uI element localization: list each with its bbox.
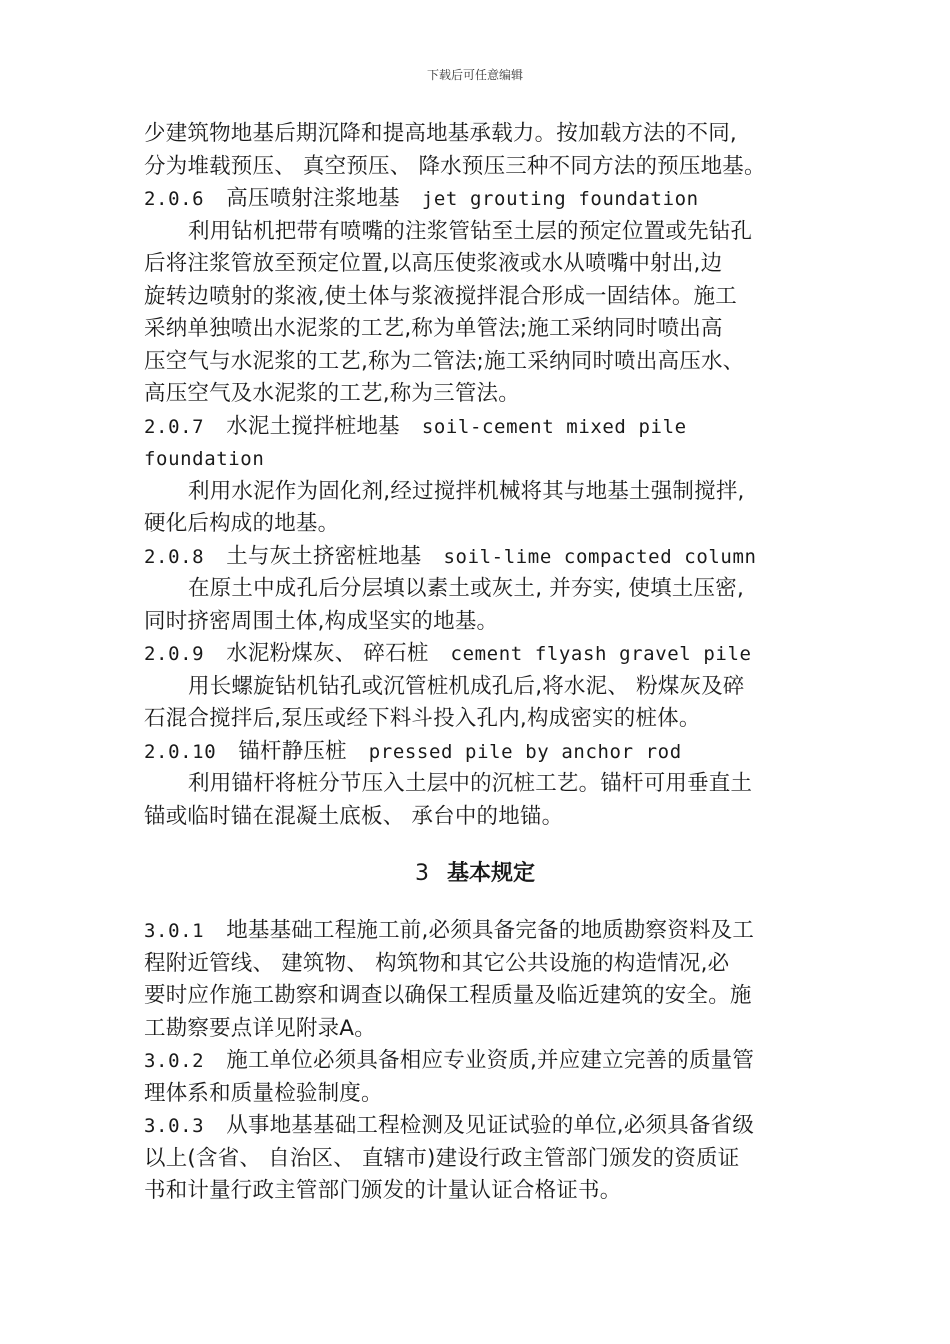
term-heading-2-0-8 xyxy=(144,541,814,574)
text-line: 高压空气及水泥浆的工艺,称为三管法。 xyxy=(144,381,520,406)
clause-3-0-3-first-line xyxy=(144,1110,814,1143)
clause-number: 3.0.3 xyxy=(144,1115,205,1137)
text-line: 少建筑物地基后期沉降和提高地基承载力。按加载方法的不同, xyxy=(144,121,737,146)
term-chinese: 土与灰土挤密桩地基 xyxy=(226,543,422,569)
term-chinese: 水泥粉煤灰、 碎石桩 xyxy=(226,641,429,666)
text-line: 旋转边喷射的浆液,使土体与浆液搅拌混合形成一固结体。施工 xyxy=(144,283,737,309)
text-line: 利用水泥作为固化剂,经过搅拌机械将其与地基土强制搅拌, xyxy=(188,478,745,504)
term-english: soil-cement mixed pile xyxy=(421,415,687,438)
term-chinese: 锚杆静压桩 xyxy=(238,738,347,764)
text-line: 利用锚杆将桩分节压入土层中的沉桩工艺。锚杆可用垂直土 xyxy=(188,771,753,796)
text-line: 地基基础工程施工前,必须具备完备的地质勘察资料及工 xyxy=(226,918,755,943)
term-number: 2.0.6 xyxy=(144,188,205,210)
document-body xyxy=(144,118,814,1208)
text-line: 分为堆载预压、 真空预压、 降水预压三种不同方法的预压地基。 xyxy=(144,153,766,179)
text-line: 以上(含省、 自治区、 直辖市)建设行政主管部门颁发的资质证 xyxy=(144,1145,740,1171)
clause-3-0-2-first-line xyxy=(144,1045,814,1078)
term-number: 2.0.10 xyxy=(144,740,217,763)
clause-number: 3.0.2 xyxy=(144,1050,205,1072)
text-line: 用长螺旋钻机钻孔或沉管桩机成孔后,将水泥、 粉煤灰及碎 xyxy=(188,673,745,699)
term-number: 2.0.7 xyxy=(144,415,205,438)
text-line: 利用钻机把带有喷嘴的注浆管钻至土层的预定位置或先钻孔 xyxy=(188,218,753,244)
text-line: 硬化后构成的地基。 xyxy=(144,511,340,536)
text-line: 从事地基基础工程检测及见证试验的单位,必须具备省级 xyxy=(226,1113,755,1138)
term-heading-2-0-6 xyxy=(144,183,814,216)
text-line: 压空气与水泥浆的工艺,称为二管法;施工采纳同时喷出高压水、 xyxy=(144,348,745,374)
section-title: 基本规定 xyxy=(446,861,535,886)
term-english: soil-lime compacted column xyxy=(443,545,757,568)
term-number: 2.0.8 xyxy=(144,545,205,568)
clause-3-0-1-first-line xyxy=(144,915,814,948)
term-english: cement flyash gravel pile xyxy=(450,643,752,665)
text-line: 石混合搅拌后,泵压或经下料斗投入孔内,构成密实的桩体。 xyxy=(144,706,701,731)
page-header-note: 下载后可任意编辑 xyxy=(426,68,523,82)
term-heading-2-0-7 xyxy=(144,411,814,444)
clause-number: 3.0.1 xyxy=(144,920,205,942)
text-line: 锚或临时锚在混凝土底板、 承台中的地锚。 xyxy=(144,803,564,829)
term-english: jet grouting foundation xyxy=(421,188,699,210)
text-line: 程附近管线、 建筑物、 构筑物和其它公共设施的构造情况,必 xyxy=(144,950,730,976)
term-number: 2.0.9 xyxy=(144,643,205,665)
text-line: 后将注浆管放至预定位置,以高压使浆液或水从喷嘴中射出,边 xyxy=(144,251,723,276)
text-line: 在原土中成孔后分层填以素土或灰土, 并夯实, 使填土压密, xyxy=(188,576,744,601)
term-english: pressed pile by anchor rod xyxy=(368,740,682,763)
text-line: 理体系和质量检验制度。 xyxy=(144,1080,383,1106)
text-line: 书和计量行政主管部门颁发的计量认证合格证书。 xyxy=(144,1178,622,1203)
text-line: 要时应作施工勘察和调查以确保工程质量及临近建筑的安全。施 xyxy=(144,983,752,1008)
section-heading xyxy=(0,833,950,915)
term-heading-2-0-9 xyxy=(144,638,814,671)
text-line: 工勘察要点详见附录A。 xyxy=(144,1015,376,1041)
text-line: 采纳单独喷出水泥浆的工艺,称为单管法;施工采纳同时喷出高 xyxy=(144,316,723,341)
text-line: 同时挤密周围土体,构成坚实的地基。 xyxy=(144,608,499,634)
section-number: 3 xyxy=(414,861,429,886)
term-chinese: 水泥土搅拌桩地基 xyxy=(226,413,400,439)
text-line: 施工单位必须具备相应专业资质,并应建立完善的质量管 xyxy=(226,1048,755,1073)
term-chinese: 高压喷射注浆地基 xyxy=(226,186,400,211)
term-english-continued: foundation xyxy=(144,448,265,470)
term-heading-2-0-10 xyxy=(144,736,814,769)
